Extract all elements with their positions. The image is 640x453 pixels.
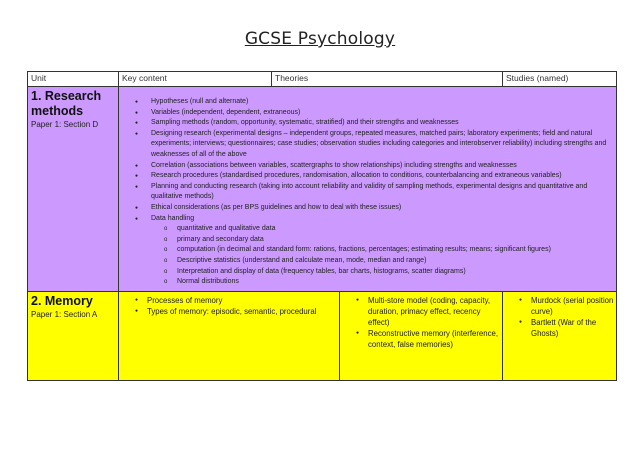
research-unit-subtitle: Paper 1: Section D [31, 120, 99, 129]
list-item: ● Hypotheses (null and alternate) [119, 97, 610, 108]
memory-studies-list [503, 295, 616, 339]
list-item: ● Research procedures (standardised procedures, randomisation, allocation to conditions, counterbalancing and extraneous variables) [119, 171, 610, 182]
list-item: ● Planning and conducting research (taking into account reliability and validity of sampling methods, experimental designs and quantitative and qualitative methods) [119, 182, 610, 203]
header-theories: Theories [272, 72, 503, 87]
memory-row [28, 291, 617, 380]
list-item: ● Processes of memory [119, 295, 339, 306]
research-methods-row [28, 87, 617, 292]
memory-unit-title: 2. Memory [31, 293, 93, 308]
list-item: ● Sampling methods (random, opportunity, systematic, stratified) and their strengths and weaknesses [119, 118, 610, 129]
memory-theories-cell [340, 291, 503, 380]
header-studies: Studies (named) [503, 72, 617, 87]
header-unit: Unit [28, 72, 119, 87]
list-item: ● Ethical considerations (as per BPS guidelines and how to deal with these issues) [119, 203, 610, 214]
list-item: ● Multi-store model (coding, capacity, duration, primacy effect, recency effect) [340, 295, 502, 328]
memory-theories-list [340, 295, 502, 350]
curriculum-table [27, 71, 617, 381]
sub-list-item: o Normal distributions [119, 277, 610, 288]
memory-key-content-list [119, 295, 339, 317]
research-content-list [119, 97, 610, 288]
list-item: ● Reconstructive memory (interference, context, false memories) [340, 328, 502, 350]
memory-key-content-cell [119, 291, 340, 380]
memory-unit-cell [28, 291, 119, 380]
header-row [28, 72, 617, 87]
sub-list-item: o computation (in decimal and standard form: rations, fractions, percentages; estimating results; means; significant figures) [119, 245, 610, 256]
sub-list-item: o Interpretation and display of data (frequency tables, bar charts, histograms, scatter diagrams) [119, 267, 610, 278]
list-item: ● Data handling [119, 214, 610, 225]
list-item: ● Correlation (associations between variables, scattergraphs to show relationships) including strengths and weaknesses [119, 161, 610, 172]
list-item: ● Bartlett (War of the Ghosts) [503, 317, 616, 339]
header-key-content: Key content [119, 72, 272, 87]
list-item: ● Murdock (serial position curve) [503, 295, 616, 317]
sub-list-item: o primary and secondary data [119, 235, 610, 246]
research-unit-title: 1. Research methods [31, 89, 102, 118]
list-item: ● Variables (independent, dependent, extraneous) [119, 108, 610, 119]
research-unit-cell [28, 87, 119, 292]
list-item: ● Types of memory: episodic, semantic, procedural [119, 306, 339, 317]
sub-list-item: o Descriptive statistics (understand and calculate mean, mode, median and range) [119, 256, 610, 267]
research-content-cell [119, 87, 617, 292]
sub-list-item: o quantitative and qualitative data [119, 224, 610, 235]
list-item: ● Designing research (experimental designs – independent groups, repeated measures, matched pairs; laboratory experiments; field and natural experiments; interviews; questionnaires; case studies; observation studies including categories and interobserver reliability) including strengths and weaknesses of all of the above [119, 129, 610, 161]
page-title: GCSE Psychology [244, 29, 396, 49]
memory-unit-subtitle: Paper 1: Section A [31, 309, 98, 319]
memory-studies-cell [503, 291, 617, 380]
